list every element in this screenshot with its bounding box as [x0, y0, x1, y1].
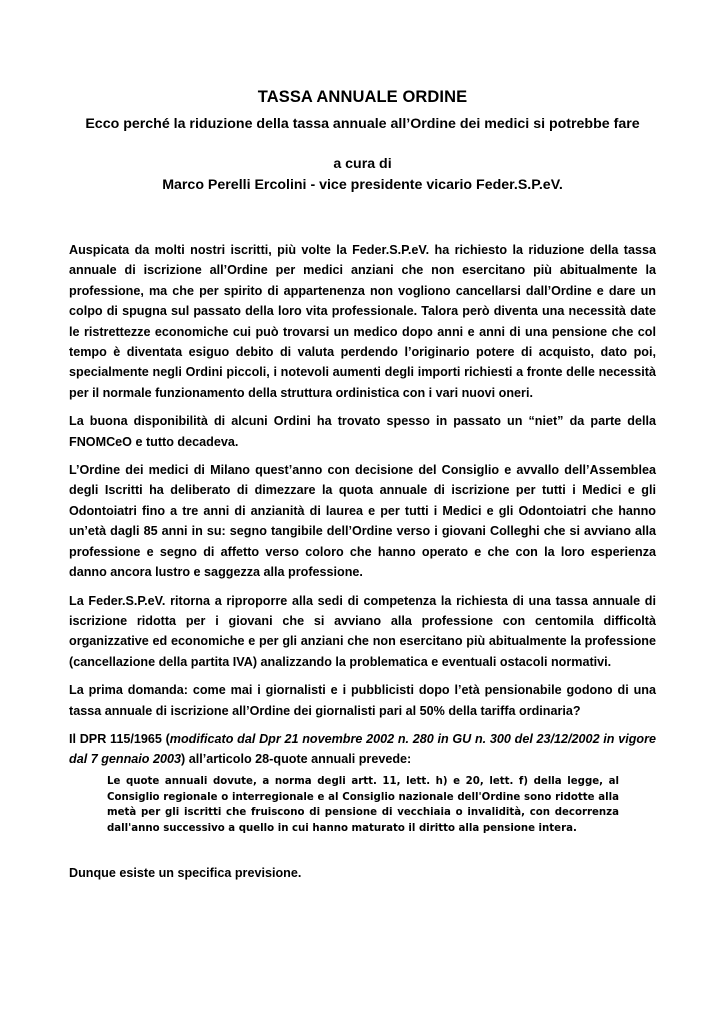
- paragraph-1: Auspicata da molti nostri iscritti, più volte la Feder.S.P.eV. ha richiesto la riduzione della tassa annuale di iscrizione all’Ordine per medici anziani che non esercitano più abitualmente la professione, ma che per spirito di appartenenza non vogliono cancellarsi dall’Ordine e dare un colpo di spugna sul passato della loro vita professionale. Talora però diventa una necessità date le ristrettezze economiche cui può trovarsi un medico dopo anni e anni di una pensione che col tempo è diventata esiguo debito di valuta perdendo l’originario potere di acquisto, dato poi, specialmente negli Ordini piccoli, i notevoli aumenti degli importi richiesti a fronte delle necessità per il normale funzionamento della struttura ordinistica con i vari nuovi oneri.: [69, 243, 656, 400]
- article-body: [69, 240, 656, 891]
- document-title: TASSA ANNUALE ORDINE: [257, 88, 468, 106]
- author-line: Marco Perelli Ercolini - vice presidente vicario Feder.S.P.eV.: [162, 177, 563, 193]
- paragraph-4: La Feder.S.P.eV. ritorna a riproporre alla sedi di competenza la richiesta di una tassa annuale di iscrizione ridotta per i giovani che si avviano alla professione con centomila difficoltà organizzative ed economiche e per gli anziani che non esercitano più abitualmente la professione (cancellazione della partita IVA) analizzando la problematica e eventuali ostacoli normativi.: [69, 593, 656, 669]
- paragraph-3: L’Ordine dei medici di Milano quest’anno con decisione del Consiglio e avvallo dell’Assemblea degli Iscritti ha deliberato di dimezzare la quota annuale di iscrizione per tutti i Medici e gli Odontoiatri fino a tre anni di anzianità di laurea e per tutti i Medici e gli Odontoiatri che hanno un’età dagli 85 anni in su: segno tangibile dell’Ordine verso i giovani Colleghi che si avviano alla professione e segno di affetto verso coloro che hanno operato e che con la loro esperienza danno ancora lustro e saggezza alla professione.: [69, 463, 656, 580]
- paragraph-2: La buona disponibilità di alcuni Ordini ha trovato spesso in passato un “niet” da parte della FNOMCeO e tutto decadeva.: [69, 414, 656, 449]
- dpr-modification-note: modificato dal Dpr 21 novembre 2002 n. 280 in GU n. 300 del 23/12/2002 in vigore dal 7 gennaio 2003: [69, 731, 656, 767]
- dpr-text-start: Il DPR 115/1965 (: [69, 731, 170, 746]
- document-subtitle: Ecco perché la riduzione della tassa annuale all’Ordine dei medici si potrebbe fare: [85, 116, 640, 132]
- paragraph-dpr: [69, 729, 656, 770]
- paragraph-5: La prima domanda: come mai i giornalisti e i pubblicisti dopo l’età pensionabile godono di una tassa annuale di iscrizione all’Ordine dei giornalisti pari al 50% della tariffa ordinaria?: [69, 683, 656, 718]
- closing-sentence: Dunque esiste un specifica previsione.: [69, 865, 302, 880]
- curated-by-label: a cura di: [333, 156, 392, 172]
- dpr-text-end: ) all’articolo 28-quote annuali prevede:: [181, 752, 412, 767]
- law-quote: Le quote annuali dovute, a norma degli artt. 11, lett. h) e 20, lett. f) della legge, al Consiglio regionale o interregionale e al Consiglio nazionale dell'Ordine sono ridotte alla metà per gli iscritti che fruiscono di pensione di vecchiaia o invalidità, con decorrenza dall'anno successivo a quello in cui hanno maturato il diritto alla pensione intera.: [107, 775, 619, 835]
